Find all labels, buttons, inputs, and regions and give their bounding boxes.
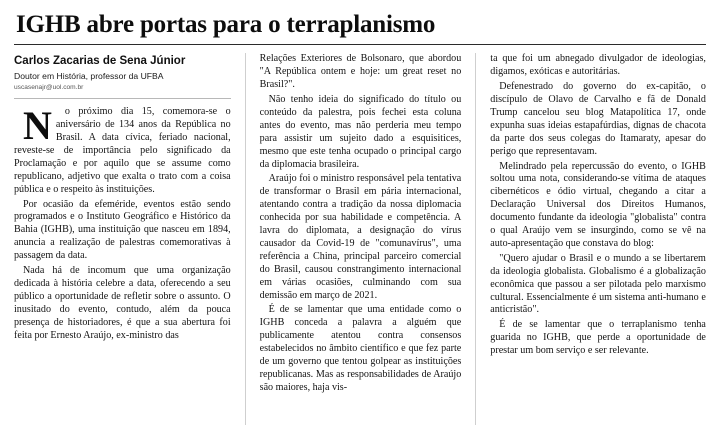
paragraph: Relações Exteriores de Bolsonaro, que abordou "A República ontem e hoje: um great reset no Brasil?". [259, 53, 462, 91]
paragraph: ta que foi um abnegado divulgador de ideologias, digamos, exóticas e autoritárias. [490, 53, 706, 78]
byline-email: uscasenajr@uol.com.br [14, 84, 84, 92]
headline-divider [14, 44, 706, 45]
paragraph: É de se lamentar que o terraplanismo tenha guarida no IGHB, que perde a oportunidade de prestar um bom serviço e ser relevante. [490, 319, 706, 357]
byline-author: Carlos Zacarias de Sena Júnior [14, 55, 186, 68]
paragraph: Defenestrado do governo do ex-capitão, o discípulo de Olavo de Carvalho e fã de Donald Trump cancelou seu blog Matapolítica 17, onde expunha suas ideias estapafúrdias, dignas de chacota da parte dos seus colegas do Itamaraty, apesar do perigo que representavam. [490, 81, 706, 157]
column-1 [14, 53, 245, 425]
drop-cap: N [23, 103, 52, 149]
byline-role: Doutor em História, professor da UFBA [14, 71, 164, 82]
byline-divider [14, 98, 231, 99]
paragraph: Não tenho ideia do significado do título ou conteúdo da palestra, pois fechei esta coluna antes do evento, mas não perderia meu tempo para assistir um sujeito dado a esquisitices, mesmo que este tenha ocupado o principal cargo da diplomacia brasileira. [259, 93, 462, 170]
paragraph: Araújo foi o ministro responsável pela tentativa de transformar o Brasil em pária internacional, atentando contra a tradição da nossa diplomacia conhecida por sua habilidade e competência. A lavra do diplomata, a designação do vírus causador da Covid-19 de "comunavírus", uma referência a China, principal parceiro comercial do Brasil, causou constrangimento internacional em várias ocasiões, culminando com sua demissão em março de 2021. [259, 173, 462, 301]
column-2 [245, 53, 476, 425]
paragraph: É de se lamentar que uma entidade como o IGHB conceda a palavra a alguém que publicamente atentou contra consensos estabelecidos no âmbito científico e que fez parte de um governo que tentou golpear as instituições republicanas. Mas as responsabilidades de Araújo são maiores, haja vis- [259, 304, 462, 393]
paragraph: "Quero ajudar o Brasil e o mundo a se libertarem da ideologia globalista. Globalismo é a globalização econômica que passou a ser pilotada pelo marxismo cultural. Essencialmente é um sistema anti-humano e anticristão". [490, 252, 706, 316]
column-3 [475, 53, 706, 425]
paragraph: Melindrado pela repercussão do evento, o IGHB soltou uma nota, considerando-se vítima de ataques cibernéticos e ódio virtual, chegando a citar a Declaração Universal dos Direitos Humanos, documento fundante da ideologia "globalista" contra o qual Araújo vem se insurgindo, como se vê na auto-apresentação que constava do blog: [490, 160, 706, 249]
article-columns [14, 53, 706, 425]
page-title: IGHB abre portas para o terraplanismo [16, 11, 436, 38]
paragraph-text: o próximo dia 15, comemora-se o aniversário de 134 anos da República no Brasil. A data cívica, feriado nacional, reveste-se de importância pelo significado da Proclamação e por aquilo que se assume como republicano, adjetivo que exalta o trato com a coisa pública e o respeito às instituições. [14, 106, 231, 195]
paragraph [14, 103, 231, 196]
paragraph: Por ocasião da efeméride, eventos estão sendo programados e o Instituto Geográfico e Histórico da Bahia (IGHB), uma instituição que nasceu em 1894, anuncia a realização de palestras comemorativas à passagem da data. [14, 198, 231, 262]
paragraph: Nada há de incomum que uma organização dedicada à história celebre a data, oferecendo a seu público a oportunidade de refletir sobre o assunto. O inusitado do evento, contudo, além da pouca presença de historiadores, é que a sua abertura foi feita por Ernesto Araújo, ex-ministro das [14, 265, 231, 341]
